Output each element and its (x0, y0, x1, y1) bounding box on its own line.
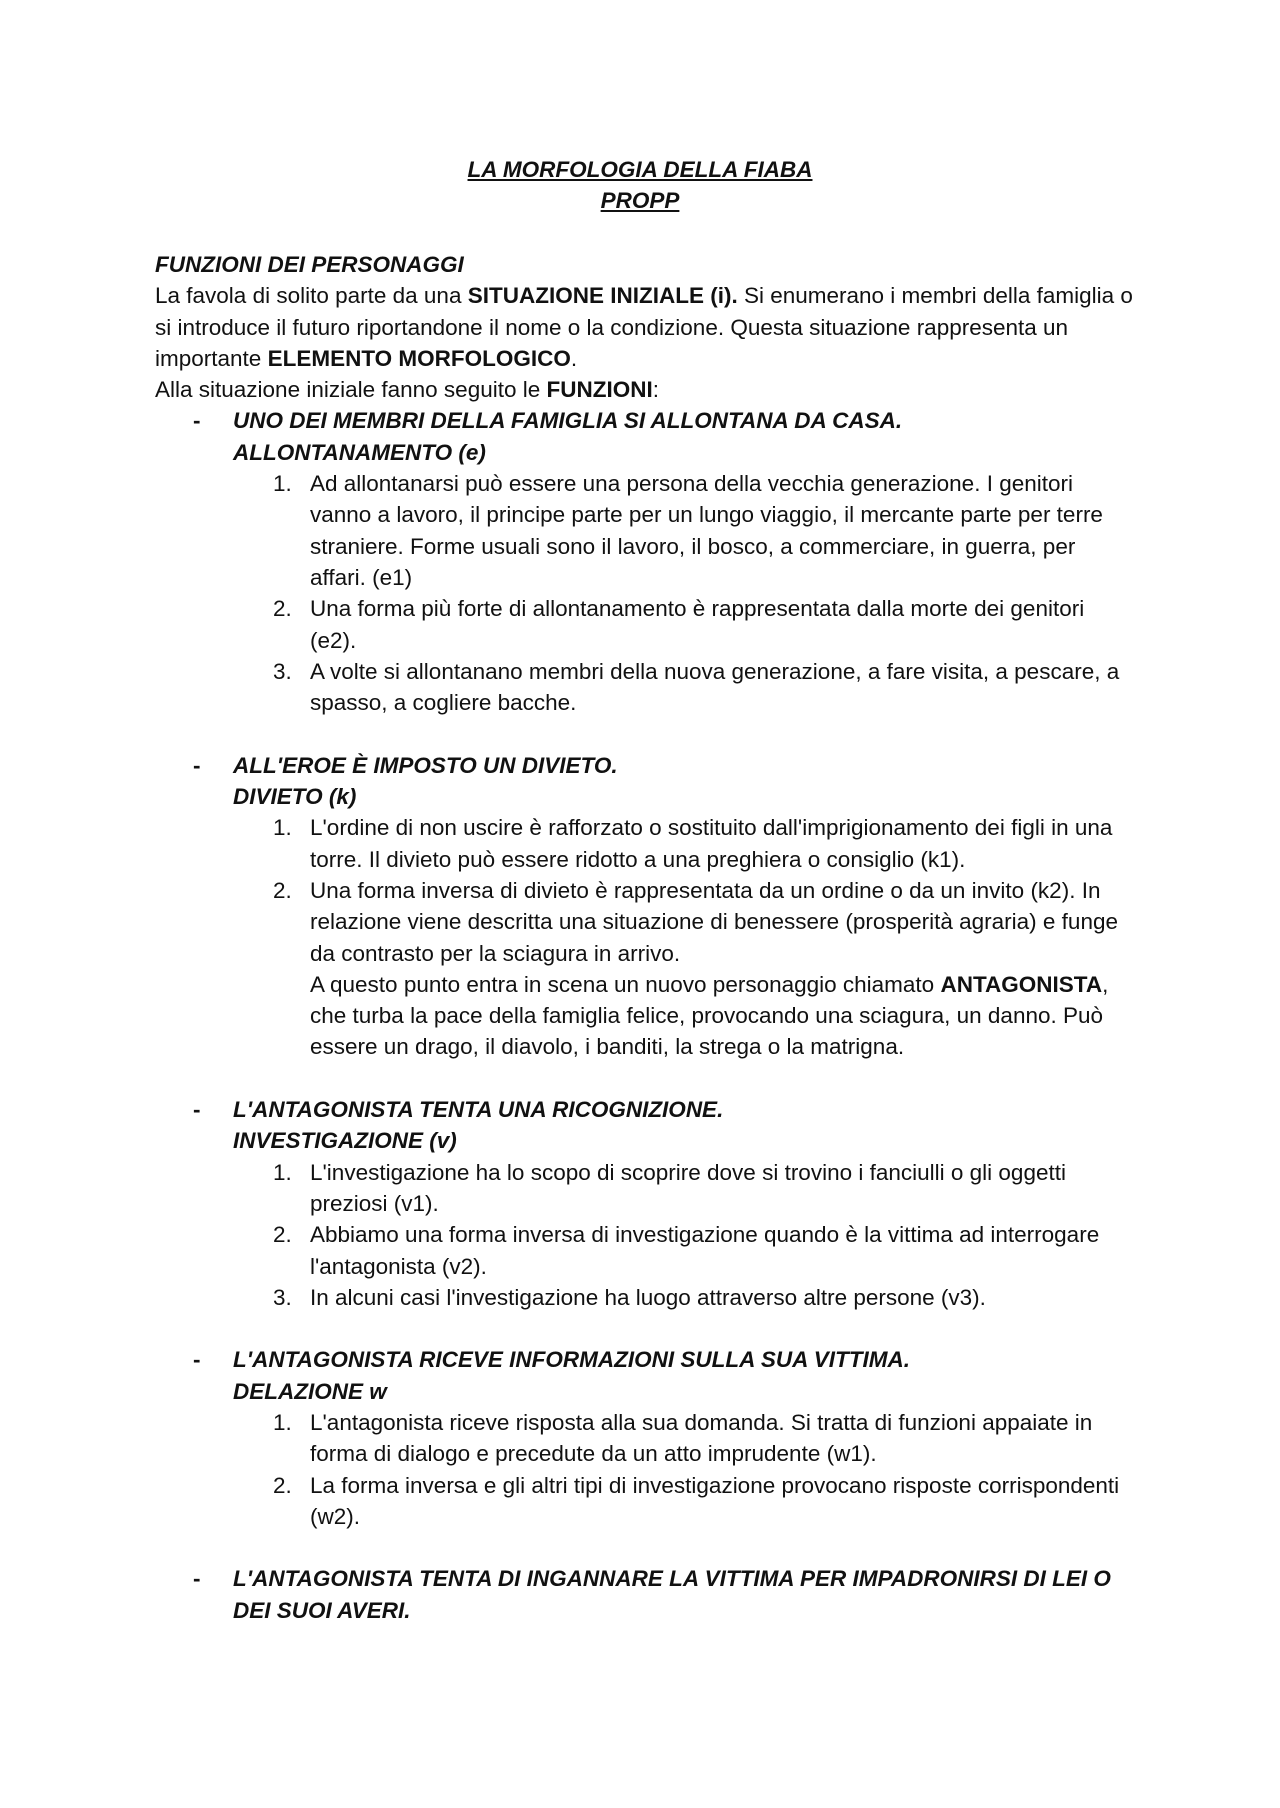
list-extra-c: , che turba la pace della famiglia felice, provocando una sciagura, un danno. Può essere un drago, il diavolo, i banditi, la strega o la matrigna. (310, 971, 1109, 1060)
list-item (155, 812, 1135, 875)
function-title: L'ANTAGONISTA TENTA DI INGANNARE LA VITTIMA PER IMPADRONIRSI DI LEI O DEI SUOI AVERI. (233, 1566, 1111, 1623)
list-item (155, 1407, 1135, 1470)
function-title: UNO DEI MEMBRI DELLA FAMIGLIA SI ALLONTANA DA CASA. (233, 408, 903, 434)
function-subtitle: ALLONTANAMENTO (e) (233, 439, 486, 465)
spacer (155, 718, 1135, 749)
list-text: La forma inversa e gli altri tipi di investigazione provocano risposte corrispondenti (w2). (310, 1472, 1120, 1529)
list-text: Una forma inversa di divieto è rappresentata da un ordine o da un invito (k2). In relazione viene descritta una situazione di benessere (prosperità agraria) e funge da contrasto per la sciagura in arrivo. (310, 877, 1118, 966)
list-item (155, 1157, 1135, 1220)
list-number: 1. (273, 815, 292, 841)
function-list (155, 812, 1135, 1062)
spacer (155, 1532, 1135, 1563)
intro-text-e: . (570, 345, 578, 371)
list-text: L'investigazione ha lo scopo di scoprire dove si trovino i fanciulli o gli oggetti preziosi (v1). (310, 1159, 1066, 1216)
function-subtitle: DELAZIONE w (233, 1378, 387, 1404)
list-text: L'ordine di non uscire è rafforzato o sostituito dall'imprigionamento dei figli in una torre. Il divieto può essere ridotto a una preghiera o consiglio (k1). (310, 815, 1113, 872)
title-line-2: PROPP (600, 188, 680, 214)
intro-text-b: SITUAZIONE INIZIALE (i). (467, 283, 738, 309)
list-number: 1. (273, 1159, 292, 1185)
function-title: L'ANTAGONISTA RICEVE INFORMAZIONI SULLA SUA VITTIMA. (233, 1347, 910, 1373)
list-text: L'antagonista riceve risposta alla sua domanda. Si tratta di funzioni appaiate in forma di dialogo e precedute da un atto imprudente (w1). (310, 1409, 1093, 1467)
list-item (155, 875, 1135, 1063)
function-list (155, 1407, 1135, 1532)
intro-text-a: La favola di solito parte da una (155, 283, 468, 309)
section-heading: FUNZIONI DEI PERSONAGGI (155, 252, 464, 277)
list-number: 2. (273, 877, 292, 903)
follow-text-a: Alla situazione iniziale fanno seguito le (155, 377, 547, 403)
function-list (155, 1157, 1135, 1313)
function-block (155, 1344, 1135, 1407)
intro-text-d: ELEMENTO MORFOLOGICO (267, 345, 571, 371)
list-item (155, 656, 1135, 719)
function-dash: - (193, 1347, 201, 1373)
function-block (155, 750, 1135, 813)
document-title (0, 154, 1280, 217)
list-item (155, 1470, 1135, 1533)
spacer (155, 1313, 1135, 1344)
follow-text-b: FUNZIONI (546, 377, 653, 403)
function-subtitle: INVESTIGAZIONE (v) (233, 1128, 457, 1154)
list-number: 2. (273, 1222, 292, 1248)
spacer (155, 1063, 1135, 1094)
list-item (155, 468, 1135, 593)
function-block (155, 1563, 1135, 1626)
follow-text-c: : (652, 377, 660, 403)
list-extra-a: A questo punto entra in scena un nuovo personaggio chiamato (310, 971, 941, 997)
function-title: ALL'EROE È IMPOSTO UN DIVIETO. (233, 752, 618, 778)
function-subtitle: DIVIETO (k) (233, 784, 357, 810)
list-item (155, 593, 1135, 656)
list-text: A volte si allontanano membri della nuova generazione, a fare visita, a pescare, a spasso, a cogliere bacche. (310, 658, 1120, 716)
list-item (155, 1219, 1135, 1282)
list-item (155, 1282, 1135, 1313)
function-dash: - (193, 1566, 201, 1592)
function-title: L'ANTAGONISTA TENTA UNA RICOGNIZIONE. (233, 1097, 724, 1123)
list-extra-b: ANTAGONISTA (940, 971, 1103, 997)
function-block (155, 1094, 1135, 1157)
function-block (155, 405, 1135, 468)
function-list (155, 468, 1135, 718)
list-text: Una forma più forte di allontanamento è rappresentata dalla morte dei genitori (e2). (310, 596, 1085, 653)
function-dash: - (193, 1097, 201, 1123)
list-number: 1. (273, 1409, 292, 1435)
list-number: 2. (273, 1472, 292, 1498)
follow-paragraph (155, 374, 1135, 405)
intro-paragraph (155, 280, 1135, 374)
list-text: Abbiamo una forma inversa di investigazione quando è la vittima ad interrogare l'antagonista (v2). (310, 1222, 1100, 1279)
title-line-1: LA MORFOLOGIA DELLA FIABA (467, 157, 813, 182)
list-number: 3. (273, 1284, 292, 1310)
list-number: 1. (273, 471, 292, 497)
function-dash: - (193, 408, 201, 434)
list-number: 2. (273, 596, 292, 622)
list-number: 3. (273, 658, 292, 684)
list-text: In alcuni casi l'investigazione ha luogo attraverso altre persone (v3). (310, 1284, 986, 1310)
list-text: Ad allontanarsi può essere una persona della vecchia generazione. I genitori vanno a lavoro, il principe parte per un lungo viaggio, il mercante parte per terre straniere. Forme usuali sono il lavoro, il bosco, a commerciare, in guerra, per affari. (e1) (310, 471, 1103, 590)
document-body (155, 249, 1135, 1626)
intro-text-c: Si enumerano i membri della famiglia o si introduce il futuro riportandone il nome o la condizione. Questa situazione rappresenta un importante (155, 283, 1133, 371)
function-dash: - (193, 752, 201, 778)
